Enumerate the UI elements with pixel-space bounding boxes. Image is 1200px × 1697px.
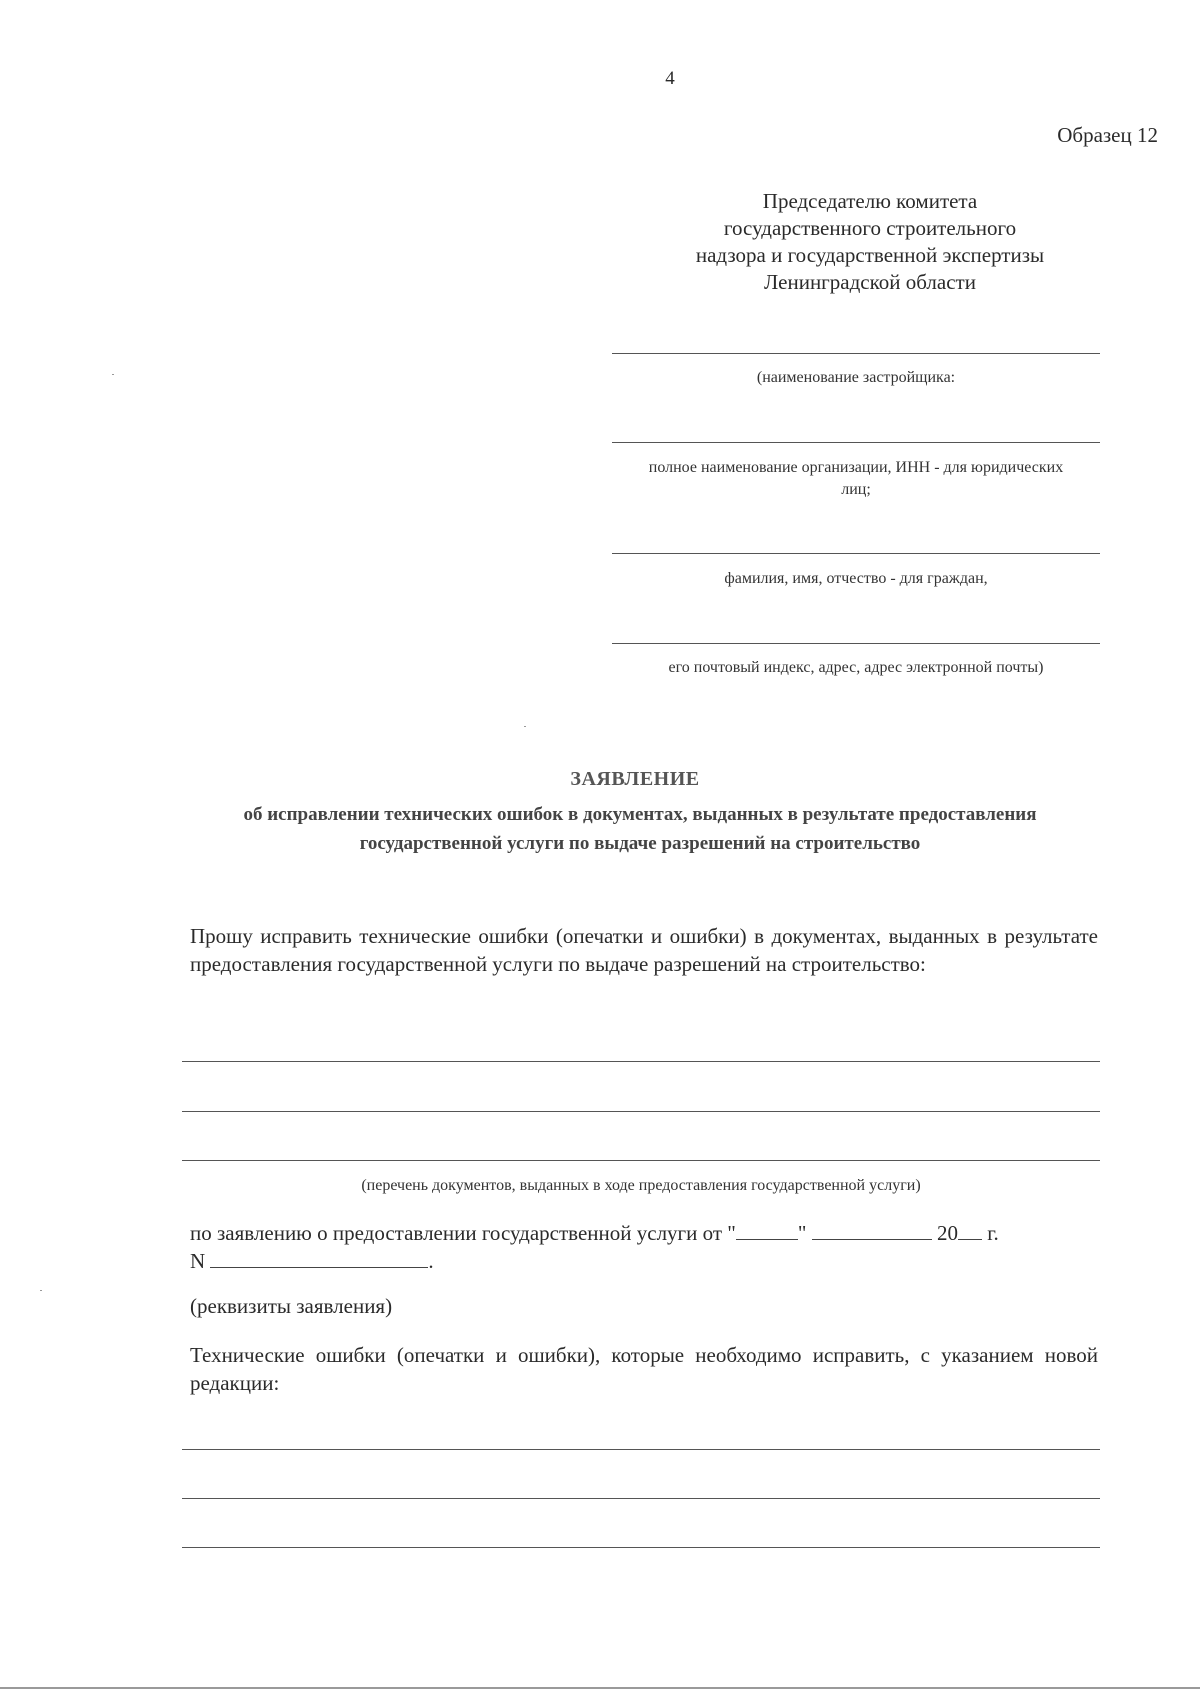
application-quote-close: " — [797, 1221, 807, 1245]
application-reference-text: по заявлению о предоставлении государственной услуги от " — [190, 1221, 736, 1245]
page-number: 4 — [665, 68, 675, 89]
scan-speck — [524, 726, 526, 727]
application-day-field[interactable] — [736, 1219, 798, 1240]
applicant-name-hint: (наименование застройщика: — [756, 369, 956, 386]
addressee-line: Председателю комитета — [762, 189, 978, 213]
errors-line-2[interactable] — [182, 1498, 1100, 1499]
document-subtitle: об исправлении технических ошибок в документах, выданных в результате предоставления государственной услуги по выдаче разрешений на строительство — [243, 804, 1037, 854]
page-bottom-rule — [0, 1687, 1200, 1689]
application-number-period: . — [428, 1249, 434, 1273]
application-number-field[interactable] — [210, 1247, 428, 1268]
addressee-line: Ленинградской области — [764, 270, 976, 294]
errors-line-3[interactable] — [182, 1547, 1100, 1548]
documents-hint: (перечень документов, выданных в ходе предоставления государственной услуги) — [361, 1177, 921, 1194]
application-reference — [190, 1219, 1098, 1275]
application-year-suffix: г. — [981, 1221, 999, 1245]
applicant-name-line[interactable] — [612, 353, 1100, 354]
applicant-org-line[interactable] — [612, 442, 1100, 443]
applicant-address-line[interactable] — [612, 643, 1100, 644]
application-number-label: N — [190, 1249, 206, 1273]
scan-speck — [40, 1290, 42, 1291]
application-month-field[interactable] — [812, 1219, 932, 1240]
requisites-hint: (реквизиты заявления) — [190, 1294, 393, 1318]
documents-line-2[interactable] — [182, 1111, 1100, 1112]
addressee-line: государственного строительного — [723, 216, 1017, 240]
scan-speck — [112, 374, 114, 375]
addressee-line: надзора и государственной экспертизы — [695, 243, 1045, 267]
request-paragraph: Прошу исправить технические ошибки (опечатки и ошибки) в документах, выданных в результате предоставления государственной услуги по выдаче разрешений на строительство: — [190, 924, 1098, 976]
applicant-person-line[interactable] — [612, 553, 1100, 554]
errors-paragraph: Технические ошибки (опечатки и ошибки), которые необходимо исправить, с указанием новой редакции: — [190, 1343, 1098, 1395]
documents-line-3[interactable] — [182, 1160, 1100, 1161]
applicant-org-hint: полное наименование организации, ИНН - для юридических лиц; — [648, 459, 1064, 498]
errors-line-1[interactable] — [182, 1449, 1100, 1450]
application-year-prefix: 20 — [936, 1221, 958, 1245]
applicant-address-hint: его почтовый индекс, адрес, адрес электронной почты) — [668, 659, 1044, 676]
addressee-block — [630, 188, 1110, 296]
applicant-person-hint: фамилия, имя, отчество - для граждан, — [724, 570, 988, 587]
sample-label: Образец 12 — [1057, 123, 1158, 147]
application-year-field[interactable] — [958, 1219, 982, 1240]
document-title: ЗАЯВЛЕНИЕ — [570, 768, 700, 790]
documents-line-1[interactable] — [182, 1061, 1100, 1062]
